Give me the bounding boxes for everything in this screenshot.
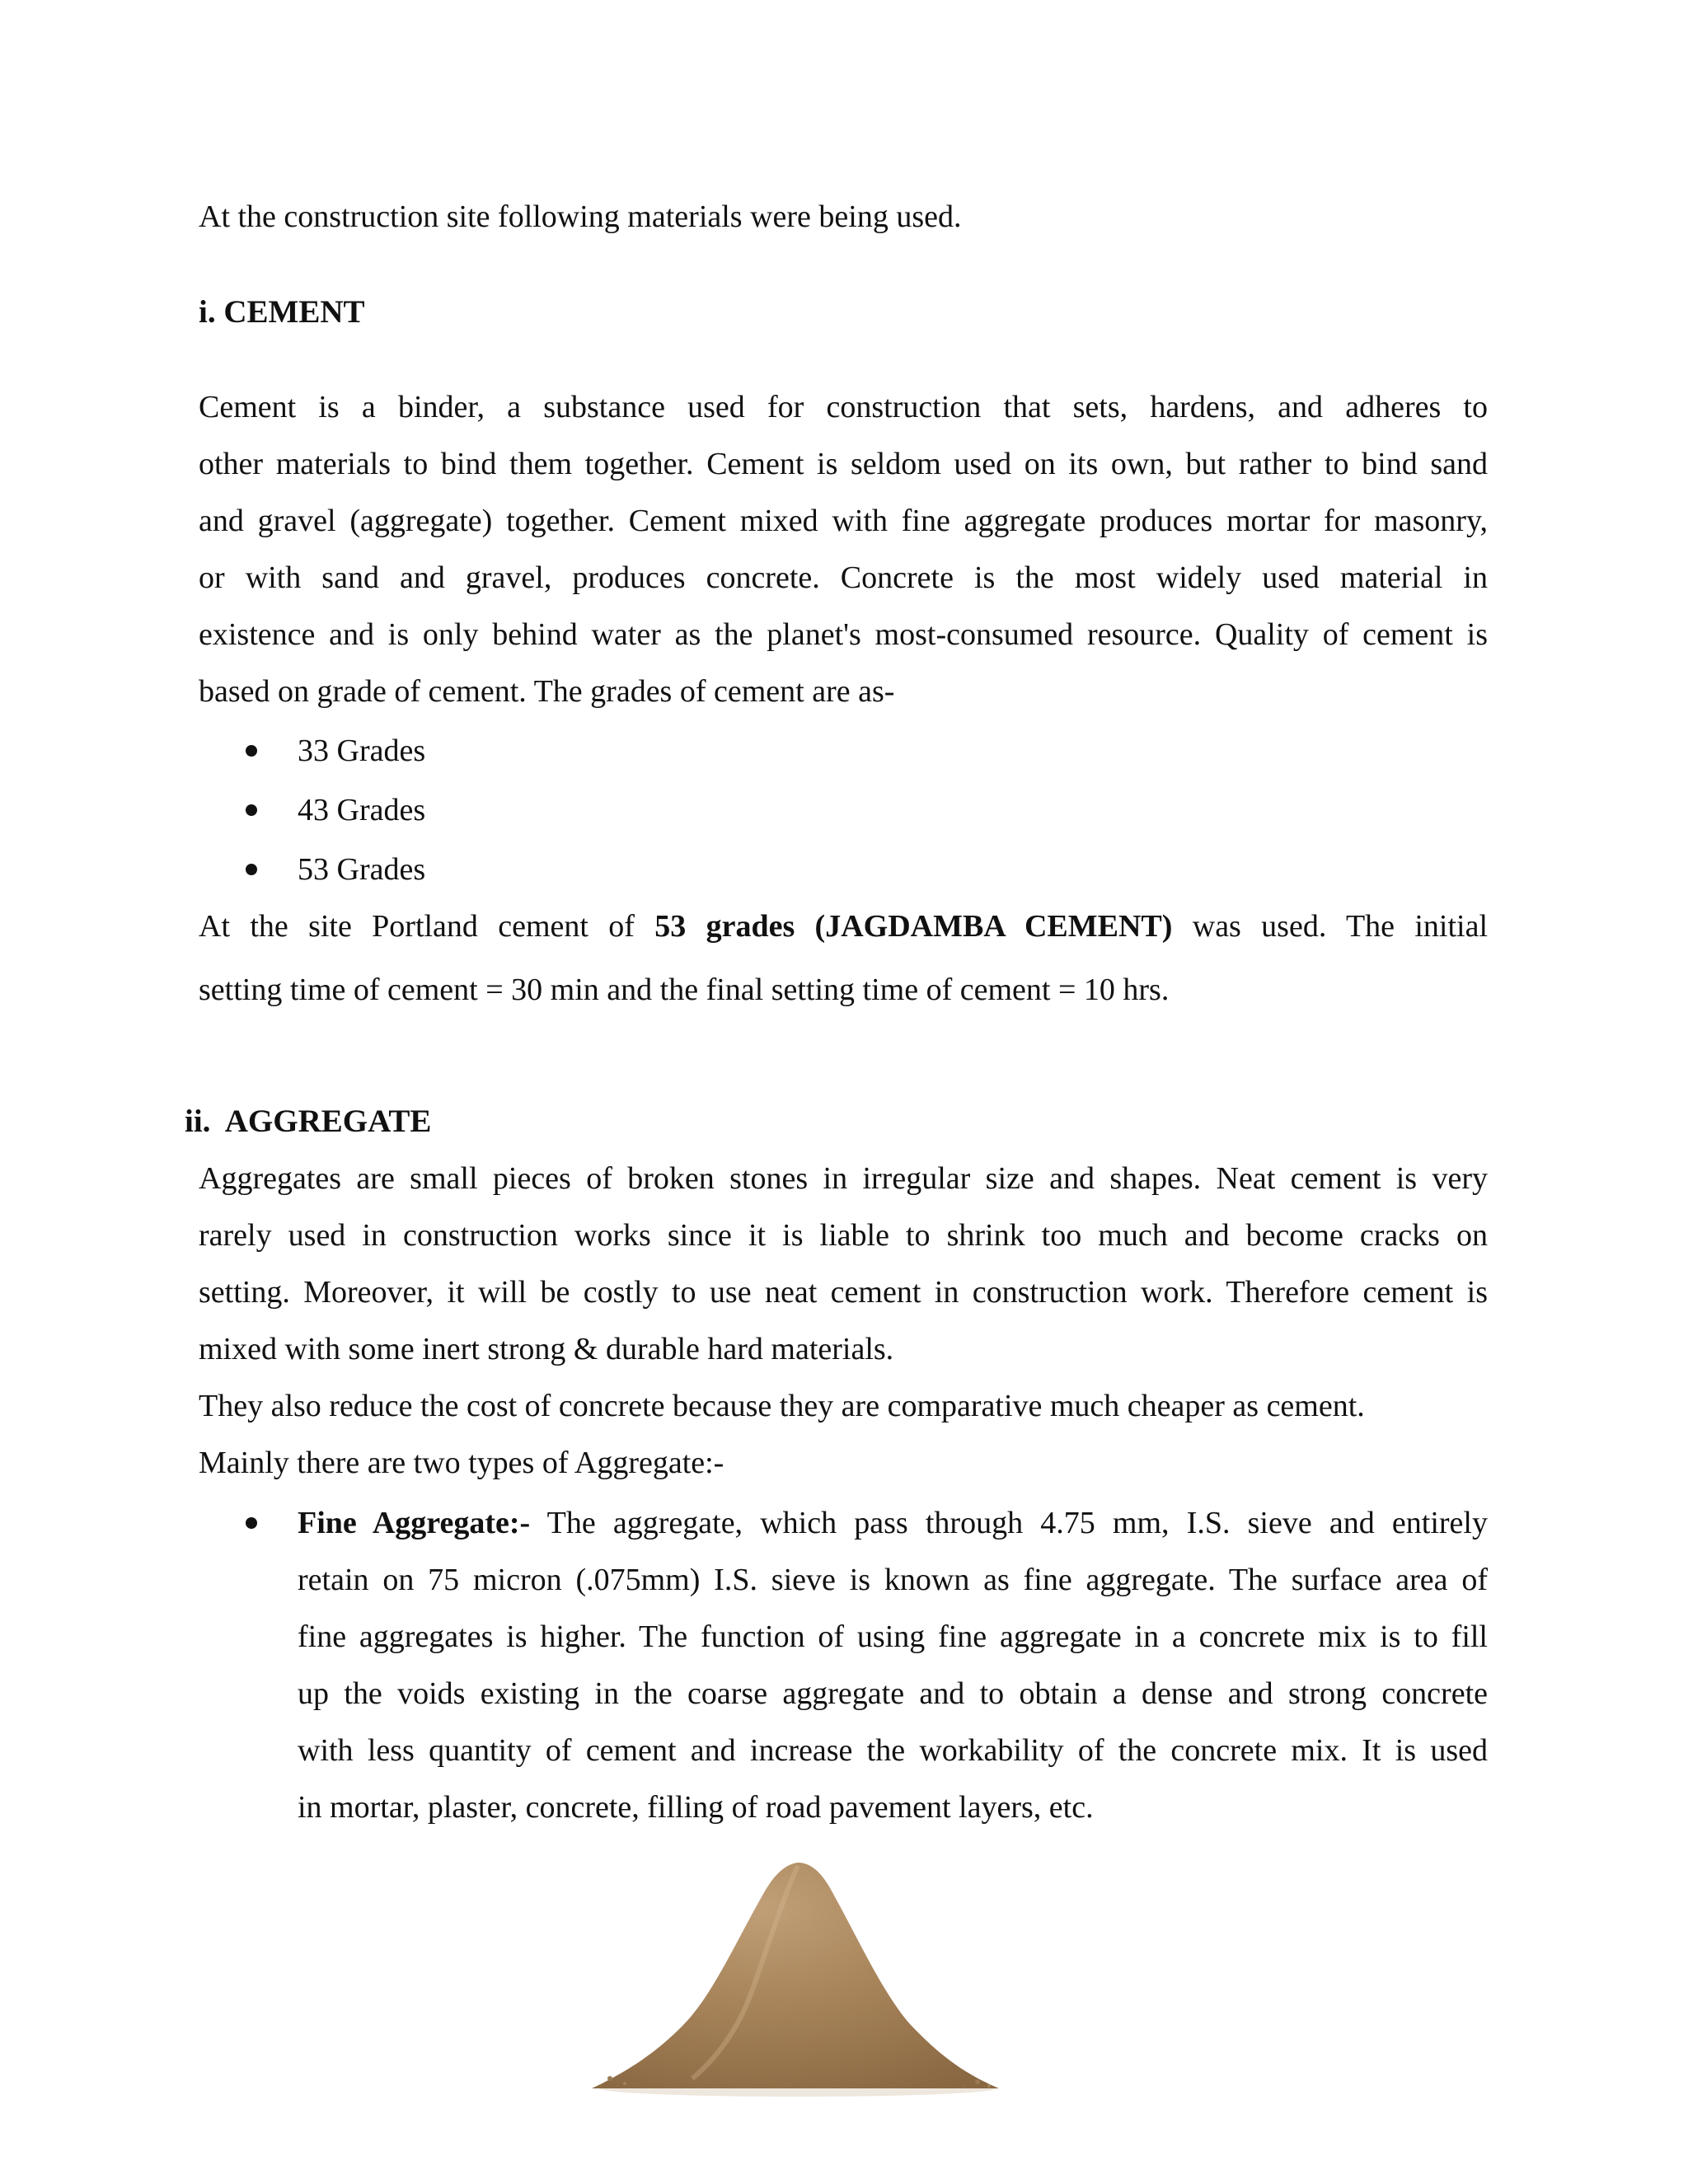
aggregate-line: mixed with some inert strong & durable hard materials.: [199, 1332, 894, 1366]
fine-aggregate-line: with less quantity of cement and increase the workability of the concrete mix. It is used: [298, 1733, 1488, 1768]
fine-aggregate-line: retain on 75 micron (.075mm) I.S. sieve is known as fine aggregate. The surface area of: [298, 1563, 1488, 1597]
site-text-post: was used. The initial: [1192, 909, 1489, 944]
cement-line: and gravel (aggregate) together. Cement mixed with fine aggregate produces mortar for masonry,: [199, 504, 1488, 538]
fine-aggregate-first-line: [298, 1495, 1488, 1552]
site-text-pre: At the site Portland cement of: [199, 909, 635, 944]
cement-line: other materials to bind them together. Cement is seldom used on its own, but rather to bind sand: [199, 447, 1488, 481]
fine-aggregate-label: Fine Aggregate:-: [298, 1506, 531, 1540]
aggregate-line: Mainly there are two types of Aggregate:-: [199, 1446, 724, 1480]
fine-aggregate-line-last: in mortar, plaster, concrete, filling of road pavement layers, etc.: [298, 1790, 1094, 1825]
aggregate-heading: ii. AGGREGATE: [185, 1104, 432, 1139]
site-text-bold: 53 grades (JAGDAMBA CEMENT): [654, 909, 1173, 944]
intro-text: At the construction site following materials were being used.: [199, 199, 962, 234]
setting-time: setting time of cement = 30 min and the final setting time of cement = 10 hrs.: [199, 972, 1170, 1007]
fine-aggregate-line: up the voids existing in the coarse aggregate and to obtain a dense and strong concrete: [298, 1676, 1488, 1711]
cement-heading: i. CEMENT: [199, 294, 365, 330]
fine-aggregate-text: The aggregate, which pass through 4.75 mm, I.S. sieve and entirely: [546, 1506, 1488, 1540]
aggregate-line: rarely used in construction works since it is liable to shrink too much and become cracks on: [199, 1218, 1488, 1253]
cement-line: Cement is a binder, a substance used for construction that sets, hardens, and adheres to: [199, 390, 1488, 424]
bullet-icon: [246, 804, 257, 816]
bullet-icon: [246, 864, 257, 875]
cement-line: or with sand and gravel, produces concrete. Concrete is the most widely used material in: [199, 560, 1488, 595]
fine-aggregate-line: fine aggregates is higher. The function of using fine aggregate in a concrete mix is to fill: [298, 1619, 1488, 1654]
bullet-icon: [246, 745, 257, 757]
grade-item: 53 Grades: [298, 852, 426, 887]
cement-line: existence and is only behind water as the planet's most-consumed resource. Quality of cement is: [199, 617, 1488, 652]
aggregate-line: They also reduce the cost of concrete because they are comparative much cheaper as cement.: [199, 1389, 1365, 1423]
sand-pile-image: [577, 1848, 1014, 2099]
aggregate-line: Aggregates are small pieces of broken stones in irregular size and shapes. Neat cement is very: [199, 1161, 1488, 1196]
aggregate-line: setting. Moreover, it will be costly to use neat cement in construction work. Therefore cement is: [199, 1275, 1488, 1310]
grade-item: 43 Grades: [298, 793, 426, 827]
grade-item: 33 Grades: [298, 733, 426, 768]
site-statement: [199, 898, 1488, 955]
cement-line-last: based on grade of cement. The grades of cement are as-: [199, 674, 895, 709]
bullet-icon: [246, 1517, 257, 1529]
